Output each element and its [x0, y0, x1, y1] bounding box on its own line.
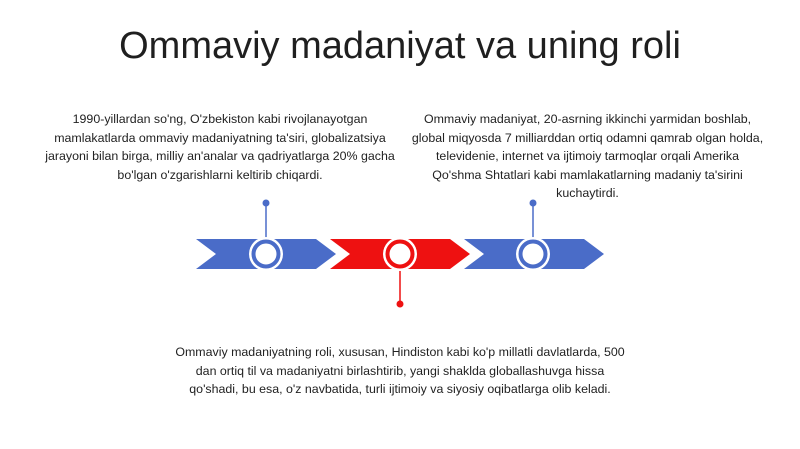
connector-dot-center — [397, 301, 404, 308]
text-block-left: 1990-yillardan so'ng, O'zbekiston kabi rivojlanayotgan mamlakatlarda ommaviy madaniyatning ta'siri, globalizatsiya jarayoni bilan birga, milliy an'analar va qadriyatlarga 20% gacha bo'lgan o'zgarishlarni keltirib chiqardi. — [45, 112, 395, 182]
text-block-bottom: Ommaviy madaniyatning roli, xususan, Hindiston kabi ko'p millatli davlatlarda, 500 dan ortiq til va madaniyatni birlashtirib, yangi shaklda globallashuvga hissa qo'shadi, bu esa, o'z navbatida, turli ijtimoiy va siyosiy oqibatlarga olib keladi. — [175, 345, 625, 396]
connector-dot-right — [530, 200, 537, 207]
milestone-right — [516, 237, 550, 271]
milestone-left — [249, 237, 283, 271]
slide-title: Ommaviy madaniyat va uning roli — [119, 25, 681, 67]
text-block-right: Ommaviy madaniyat, 20-asrning ikkinchi yarmidan boshlab, global miqyosda 7 milliarddan ortiq odamni qamrab olgan holda, televidenie, internet va ijtimoiy tarmoqlar orqali Amerika Qo'shma Shtatlari kabi mamlakatlarning madaniy ta'sirini kuchaytirdi. — [411, 112, 764, 200]
milestone-center — [383, 237, 417, 271]
connector-dot-left — [263, 200, 270, 207]
